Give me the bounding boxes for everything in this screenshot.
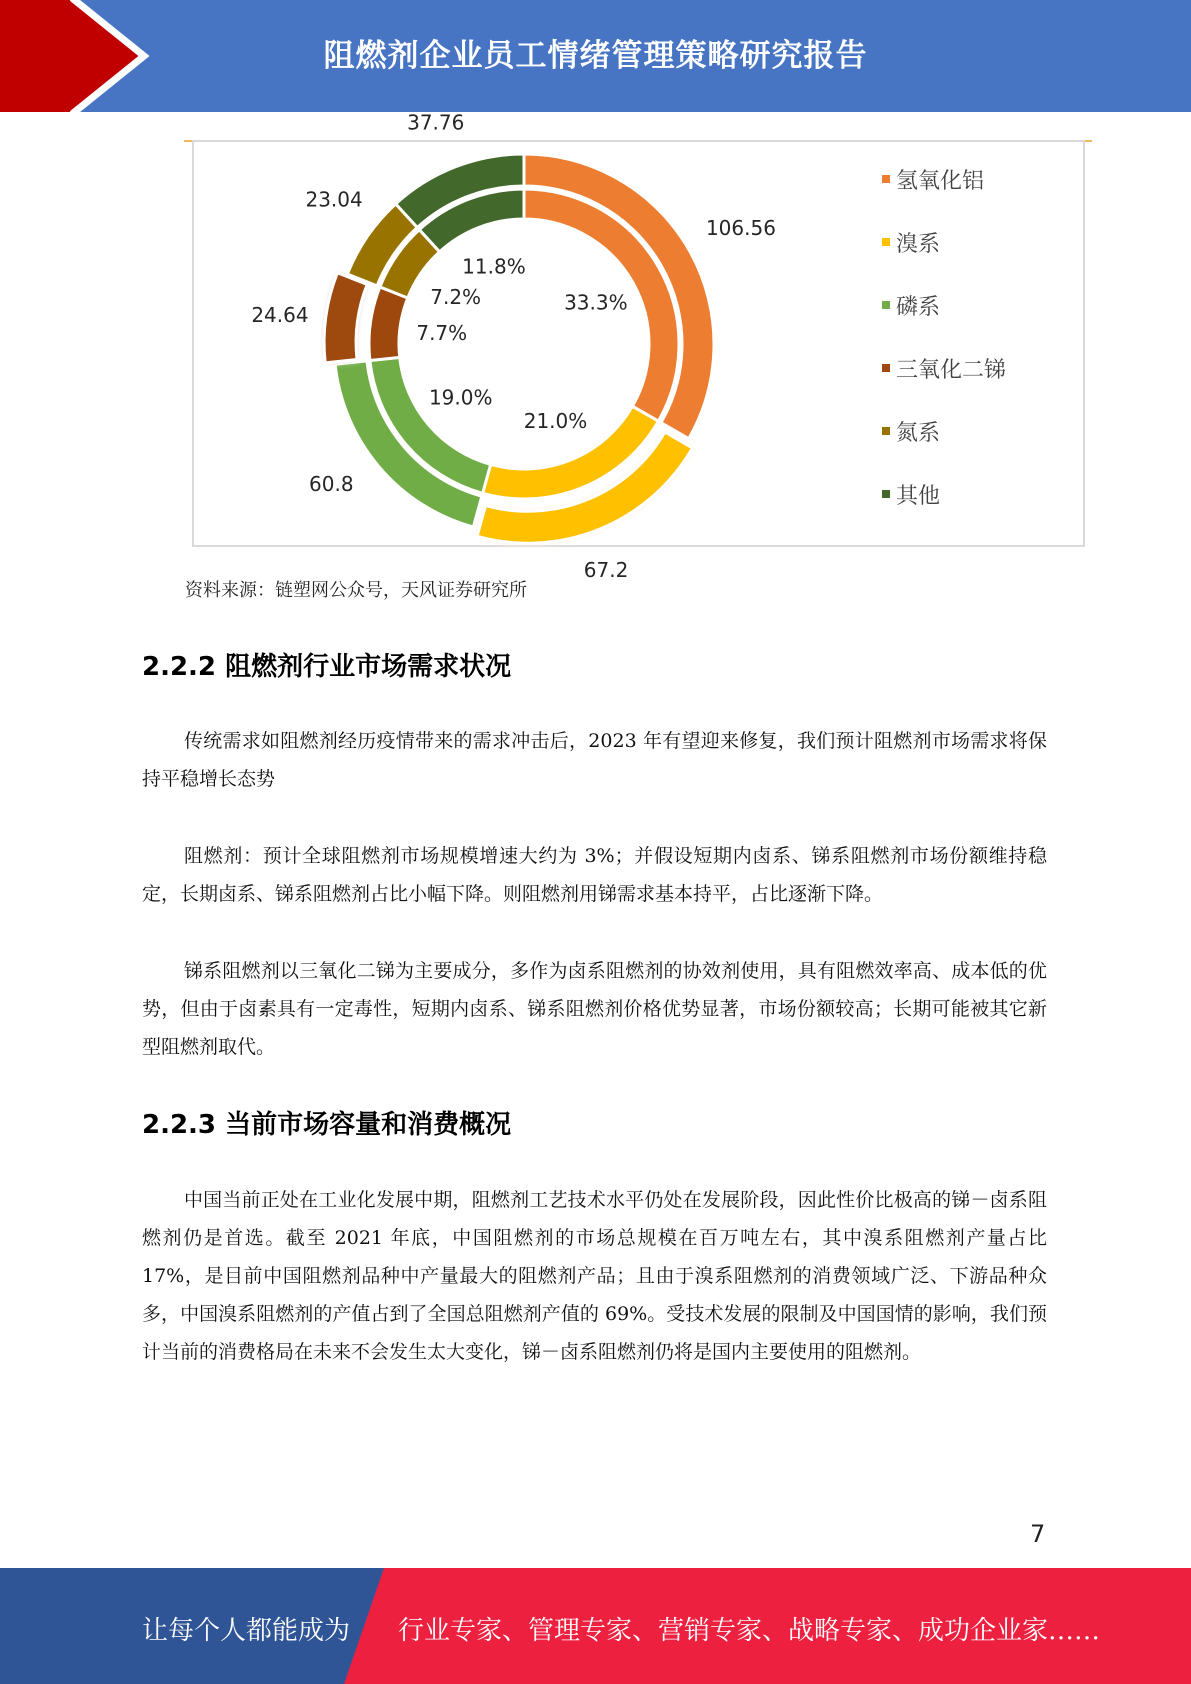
donut-percent-label: 33.3% [564, 290, 628, 315]
legend-label: 磷系 [896, 295, 941, 320]
legend-item [882, 290, 1006, 353]
donut-percent-label: 21.0% [523, 408, 588, 433]
legend-swatch [882, 238, 890, 246]
legend-item [882, 353, 1006, 416]
legend-swatch [882, 364, 890, 372]
donut-inner-segment [369, 287, 408, 361]
donut-value-label: 23.04 [305, 187, 363, 212]
section-heading-2-2-2: 2.2.2 阻燃剂行业市场需求状况 [142, 652, 512, 682]
donut-chart [192, 110, 1085, 582]
donut-percent-label: 7.2% [430, 284, 482, 309]
page-footer [0, 1568, 1191, 1684]
legend-label: 三氧化二锑 [896, 358, 1007, 383]
chart-legend [882, 164, 1006, 542]
legend-label: 其他 [896, 484, 941, 509]
legend-swatch [882, 427, 890, 435]
donut-value-label: 37.76 [407, 110, 465, 135]
donut-value-label: 24.64 [251, 302, 309, 327]
footer-slogan-right: 行业专家、管理专家、营销专家、战略专家、成功企业家…… [398, 1616, 1101, 1646]
footer-slogan-left: 让每个人都能成为 [142, 1616, 351, 1646]
donut-percent-label: 7.7% [416, 320, 468, 345]
legend-swatch [882, 490, 890, 498]
donut-percent-label: 11.8% [462, 254, 526, 279]
chart-source-note: 资料来源：链塑网公众号，天风证券研究所 [185, 580, 527, 601]
legend-label: 溴系 [896, 232, 941, 257]
paragraph: 传统需求如阻燃剂经历疫情带来的需求冲击后，2023 年有望迎来修复，我们预计阻燃剂市场需求将保持平稳增长态势 [142, 730, 1047, 790]
page-number: 7 [1030, 1520, 1046, 1548]
donut-outer-segment [324, 273, 367, 363]
legend-item [882, 227, 1006, 290]
paragraph: 阻燃剂：预计全球阻燃剂市场规模增速大约为 3%；并假设短期内卤系、锑系阻燃剂市场份额维持稳定，长期卤系、锑系阻燃剂占比小幅下降。则阻燃剂用锑需求基本持平，占比逐渐下降。 [142, 845, 1047, 905]
section-heading-2-2-3: 2.2.3 当前市场容量和消费概况 [142, 1110, 512, 1140]
legend-item [882, 164, 1006, 227]
report-title: 阻燃剂企业员工情绪管理策略研究报告 [323, 38, 868, 74]
legend-item [882, 479, 1006, 542]
legend-label: 氮系 [896, 421, 941, 446]
donut-value-label: 106.56 [705, 215, 776, 240]
donut-percent-label: 19.0% [428, 385, 493, 410]
legend-swatch [882, 301, 890, 309]
legend-swatch [882, 175, 890, 183]
page-header [0, 0, 1191, 112]
donut-value-label: 60.8 [309, 471, 354, 496]
donut-value-label: 67.2 [583, 557, 629, 582]
legend-label: 氢氧化铝 [896, 169, 985, 194]
paragraph: 锑系阻燃剂以三氧化二锑为主要成分，多作为卤系阻燃剂的协效剂使用，具有阻燃效率高、成本低的优势，但由于卤素具有一定毒性，短期内卤系、锑系阻燃剂价格优势显著，市场份额较高；长期可能被其它新型阻燃剂取代。 [142, 960, 1047, 1058]
paragraph: 中国当前正处在工业化发展中期，阻燃剂工艺技术水平仍处在发展阶段，因此性价比极高的锑－卤系阻燃剂仍是首选。截至 2021 年底，中国阻燃剂的市场总规模在百万吨左右，其中溴系阻燃剂产量占比 17%，是目前中国阻燃剂品种中产量最大的阻燃剂产品；且由于溴系阻燃剂的消费领域广泛、下游品种众多，中国溴系阻燃剂的产值占到了全国总阻燃剂产值的 69%。受技术发展的限制及中国国情的影响，我们预计当前的消费格局在未来不会发生太大变化，锑－卤系阻燃剂仍将是国内主要使用的阻燃剂。 [142, 1189, 1047, 1363]
legend-item [882, 416, 1006, 479]
